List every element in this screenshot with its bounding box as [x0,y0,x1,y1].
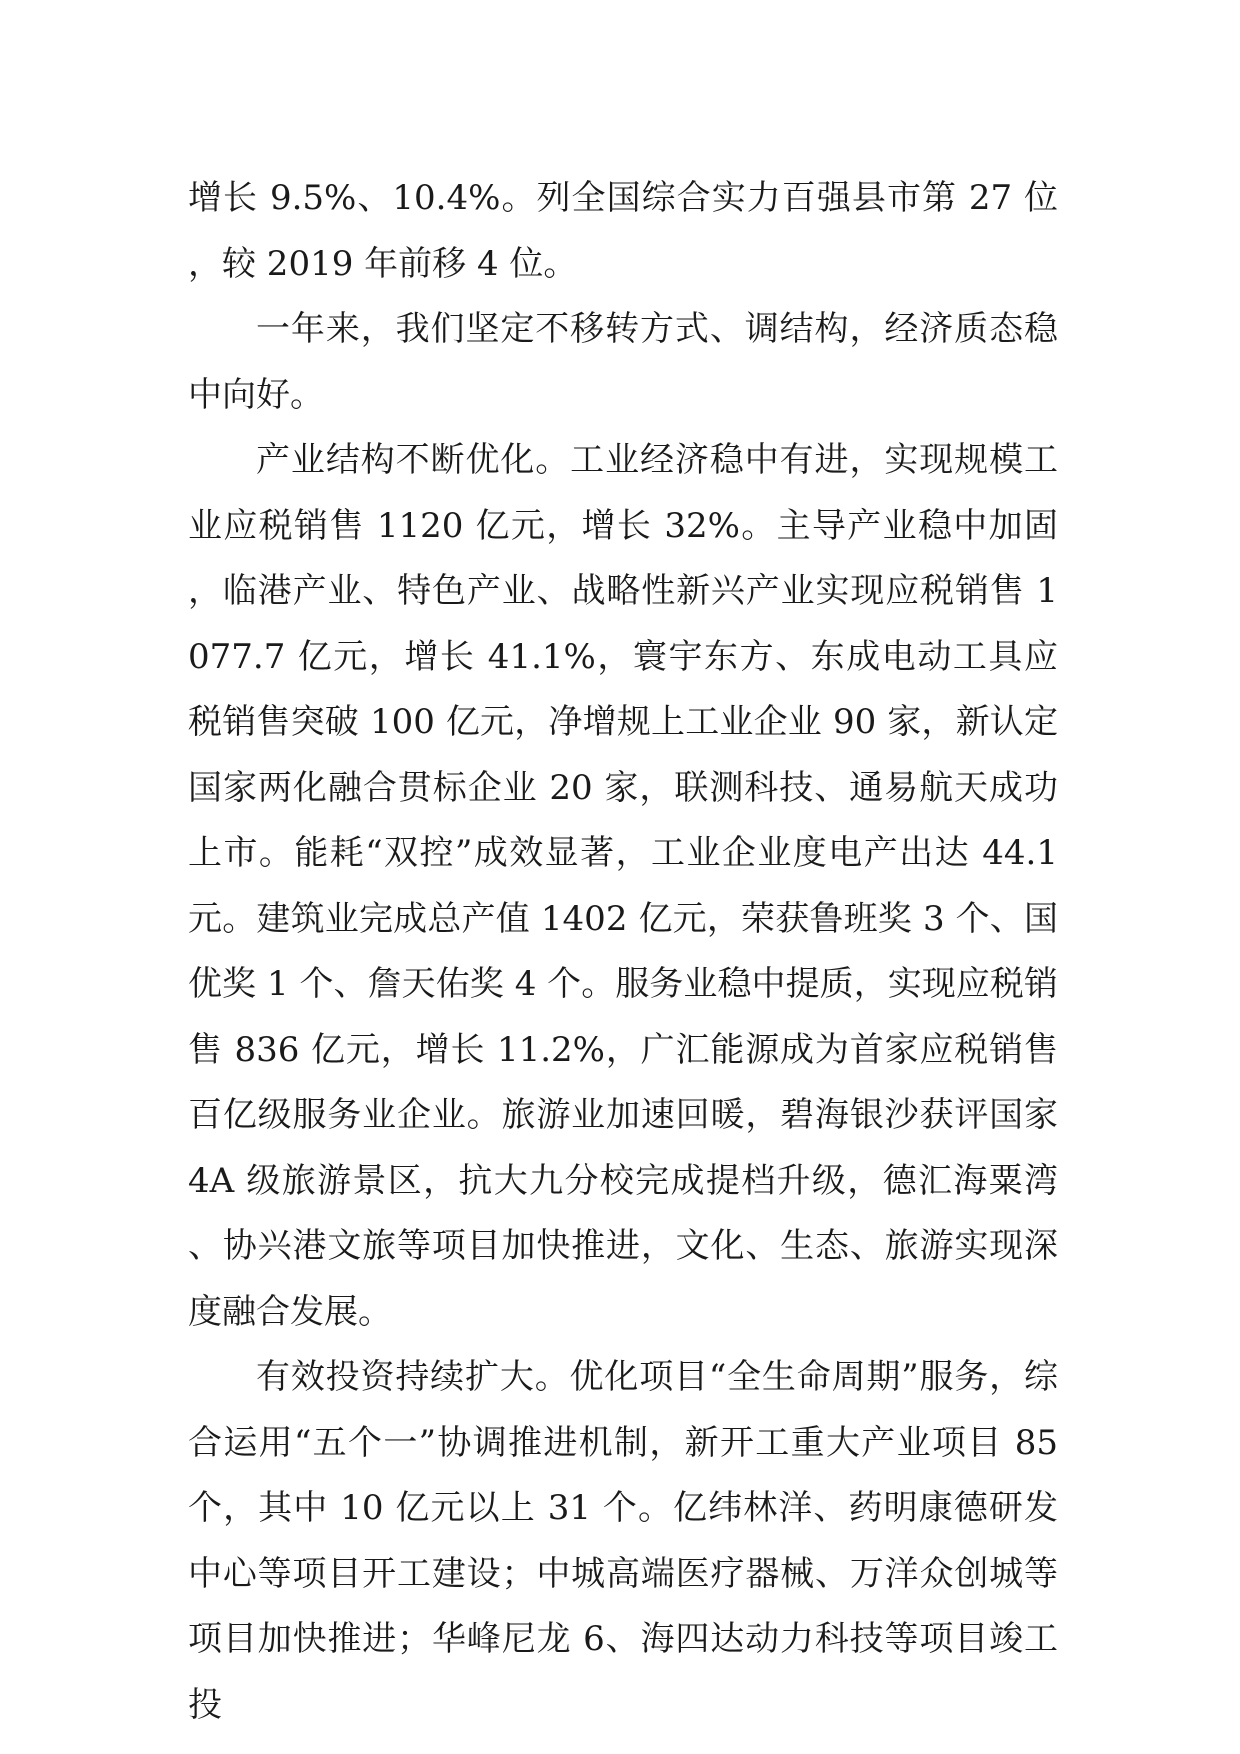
paragraph-industrial-structure: 产业结构不断优化。工业经济稳中有进，实现规模工业应税销售 1120 亿元，增长 32%。主导产业稳中加固，临港产业、特色产业、战略性新兴产业实现应税销售 1077.7 亿元，增长 41.1%，寰宇东方、东成电动工具应税销售突破 100 亿元，净增规上工业企业 90 家，新认定国家两化融合贯标企业 20 家，联测科技、通易航天成功上市。能耗“双控”成效显著，工业企业度电产出达 44.1 元。建筑业完成总产值 1402 亿元，荣获鲁班奖 3 个、国优奖 1 个、詹天佑奖 4 个。服务业稳中提质，实现应税销售 836 亿元，增长 11.2%，广汇能源成为首家应税销售百亿级服务业企业。旅游业加速回暖，碧海银沙获评国家 4A 级旅游景区，抗大九分校完成提档升级，德汇海粟湾、协兴港文旅等项目加快推进，文化、生态、旅游实现深度融合发展。 [188,440,1058,1332]
paragraph-effective-investment: 有效投资持续扩大。优化项目“全生命周期”服务，综合运用“五个一”协调推进机制，新开工重大产业项目 85 个，其中 10 亿元以上 31 个。亿纬林洋、药明康德研发中心等项目开工建设；中城高端医疗器械、万洋众创城等项目加快推进；华峰尼龙 6、海四达动力科技等项目竣工投 [188,1357,1058,1725]
paragraph-growth-ranking: 增长 9.5%、10.4%。列全国综合实力百强县市第 27 位，较 2019 年前移 4 位。 [188,178,1058,284]
paragraph-economic-quality: 一年来，我们坚定不移转方式、调结构，经济质态稳中向好。 [188,309,1058,415]
document-body [188,166,1058,1738]
